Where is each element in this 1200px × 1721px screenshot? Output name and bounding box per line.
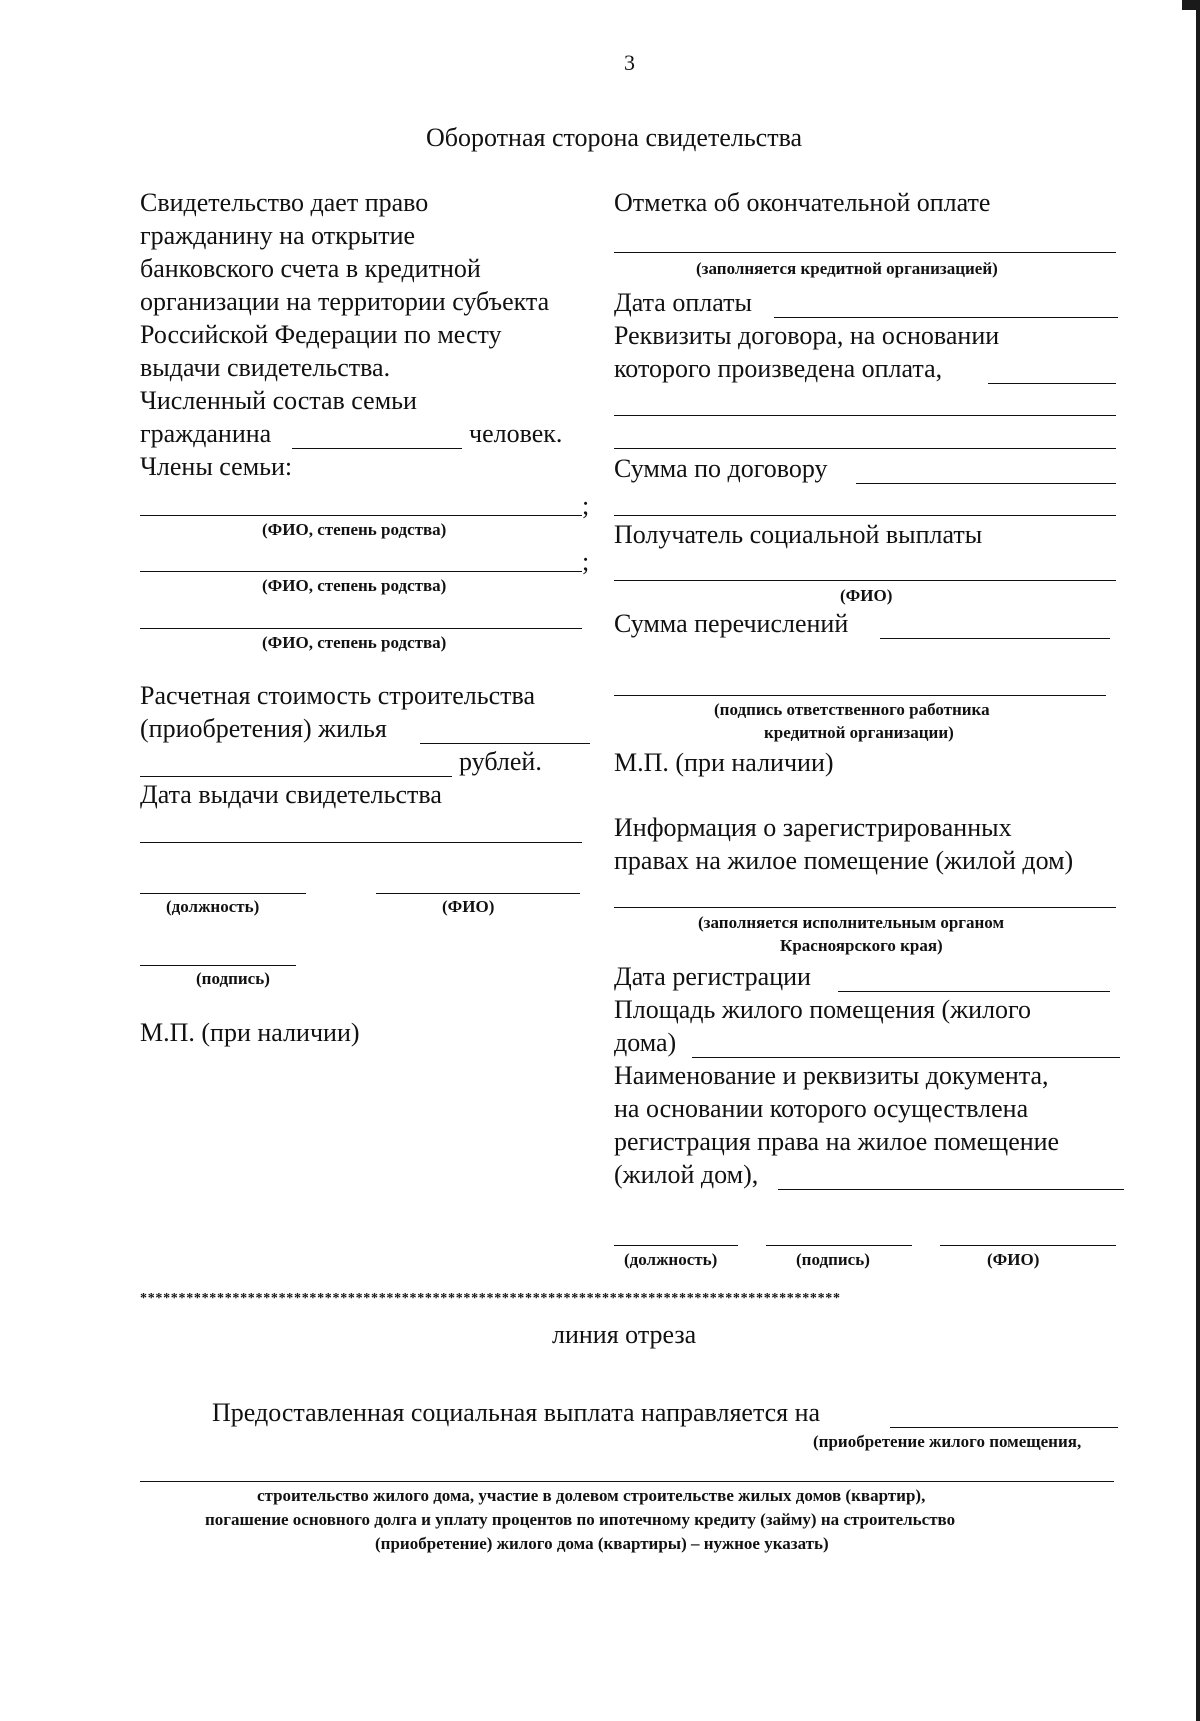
cost-field-2[interactable]: [140, 776, 452, 777]
fio-relation-hint-3: (ФИО, степень родства): [262, 633, 447, 652]
issuer-signature-field[interactable]: [140, 965, 296, 966]
bank-signature-hint-1: (подпись ответственного работника: [714, 700, 990, 719]
semicolon-2: ;: [582, 547, 590, 576]
area-line-2: дома): [614, 1028, 677, 1057]
area-line-1: Площадь жилого помещения (жилого: [614, 995, 1032, 1024]
payment-date-field[interactable]: [774, 317, 1118, 318]
area-field[interactable]: [692, 1057, 1120, 1058]
family-size-line: Численный состав семьи: [140, 386, 417, 415]
doc-field[interactable]: [778, 1189, 1124, 1190]
registrar-fio-hint: (ФИО): [987, 1250, 1040, 1269]
filled-by-authority-hint-1: (заполняется исполнительным органом: [698, 913, 1005, 932]
cost-line-1: Расчетная стоимость строительства: [140, 681, 535, 710]
family-members-label: Члены семьи:: [140, 452, 293, 481]
filled-by-bank-hint: (заполняется кредитной организацией): [696, 259, 998, 278]
purpose-hint-2: строительство жилого дома, участие в долевом строительстве жилых домов (квартир),: [257, 1486, 926, 1505]
recipient-label: Получатель социальной выплаты: [614, 520, 983, 549]
contract-details-field-1[interactable]: [988, 383, 1116, 384]
transfer-sum-field[interactable]: [880, 638, 1110, 639]
rights-info-field[interactable]: [614, 907, 1116, 908]
contract-sum-label: Сумма по договору: [614, 454, 828, 483]
issuer-fio-field[interactable]: [376, 893, 580, 894]
semicolon-1: ;: [582, 491, 590, 520]
payment-date-label: Дата оплаты: [614, 288, 752, 317]
purpose-hint-1: (приобретение жилого помещения,: [813, 1432, 1082, 1451]
bank-signature-hint-2: кредитной организации): [764, 723, 954, 742]
registration-date-field[interactable]: [838, 991, 1110, 992]
issue-date-label: Дата выдачи свидетельства: [140, 780, 442, 809]
page-number: 3: [624, 50, 635, 75]
contract-details-field-3[interactable]: [614, 448, 1116, 449]
registration-date-label: Дата регистрации: [614, 962, 811, 991]
contract-details-line-1: Реквизиты договора, на основании: [614, 321, 1000, 350]
filled-by-authority-hint-2: Красноярского края): [780, 936, 943, 955]
final-payment-field[interactable]: [614, 252, 1116, 253]
doc-line-3: регистрация права на жилое помещение: [614, 1127, 1060, 1156]
cost-field-1[interactable]: [420, 743, 590, 744]
bank-signature-field[interactable]: [614, 695, 1106, 696]
registrar-position-hint: (должность): [624, 1250, 718, 1269]
scan-edge: [1196, 0, 1200, 1721]
family-size-unit: человек.: [469, 419, 563, 448]
stamp-right: М.П. (при наличии): [614, 748, 834, 777]
purpose-hint-4: (приобретение) жилого дома (квартиры) – нужное указать): [375, 1534, 829, 1553]
issuer-signature-hint: (подпись): [196, 969, 270, 988]
cut-line-label: линия отреза: [552, 1320, 697, 1349]
contract-sum-field-2[interactable]: [614, 515, 1116, 516]
intro-line-4: организации на территории субъекта: [140, 287, 550, 316]
purpose-label: Предоставленная социальная выплата направляется на: [212, 1398, 821, 1427]
registrar-position-field[interactable]: [614, 1245, 738, 1246]
fio-relation-hint-1: (ФИО, степень родства): [262, 520, 447, 539]
cost-line-2: (приобретения) жилья: [140, 714, 387, 743]
family-member-field-1[interactable]: [140, 515, 582, 516]
contract-sum-field[interactable]: [856, 483, 1116, 484]
cut-line-stars: *******************************************************************************************: [140, 1291, 841, 1306]
intro-line-1: Свидетельство дает право: [140, 188, 429, 217]
purpose-field-2[interactable]: [140, 1481, 1114, 1482]
doc-line-4: (жилой дом),: [614, 1160, 759, 1189]
family-size-field[interactable]: [292, 448, 462, 449]
intro-line-3: банковского счета в кредитной: [140, 254, 481, 283]
doc-line-2: на основании которого осуществлена: [614, 1094, 1029, 1123]
scan-corner-mark: [1182, 0, 1200, 10]
registrar-signature-field[interactable]: [766, 1245, 912, 1246]
family-size-label: гражданина: [140, 419, 272, 448]
doc-line-1: Наименование и реквизиты документа,: [614, 1061, 1049, 1090]
recipient-fio-hint: (ФИО): [840, 586, 893, 605]
recipient-field[interactable]: [614, 580, 1116, 581]
final-payment-label: Отметка об окончательной оплате: [614, 188, 991, 217]
intro-line-5: Российской Федерации по месту: [140, 320, 502, 349]
stamp-left: М.П. (при наличии): [140, 1018, 360, 1047]
issue-date-field[interactable]: [140, 842, 582, 843]
family-member-field-2[interactable]: [140, 571, 582, 572]
issuer-position-hint: (должность): [166, 897, 260, 916]
family-member-field-3[interactable]: [140, 628, 582, 629]
purpose-hint-3: погашение основного долга и уплату процентов по ипотечному кредиту (займу) на строительство: [205, 1510, 956, 1529]
registrar-signature-hint: (подпись): [796, 1250, 870, 1269]
issuer-fio-hint: (ФИО): [442, 897, 495, 916]
rights-info-line-2: правах на жилое помещение (жилой дом): [614, 846, 1074, 875]
purpose-field[interactable]: [890, 1427, 1118, 1428]
issuer-position-field[interactable]: [140, 893, 306, 894]
intro-line-6: выдачи свидетельства.: [140, 353, 391, 382]
registrar-fio-field[interactable]: [940, 1245, 1116, 1246]
page-heading: Оборотная сторона свидетельства: [426, 123, 803, 152]
intro-line-2: гражданину на открытие: [140, 221, 416, 250]
transfer-sum-label: Сумма перечислений: [614, 609, 849, 638]
contract-details-line-2: которого произведена оплата,: [614, 354, 943, 383]
rights-info-line-1: Информация о зарегистрированных: [614, 813, 1012, 842]
contract-details-field-2[interactable]: [614, 415, 1116, 416]
currency-label: рублей.: [459, 747, 542, 776]
fio-relation-hint-2: (ФИО, степень родства): [262, 576, 447, 595]
